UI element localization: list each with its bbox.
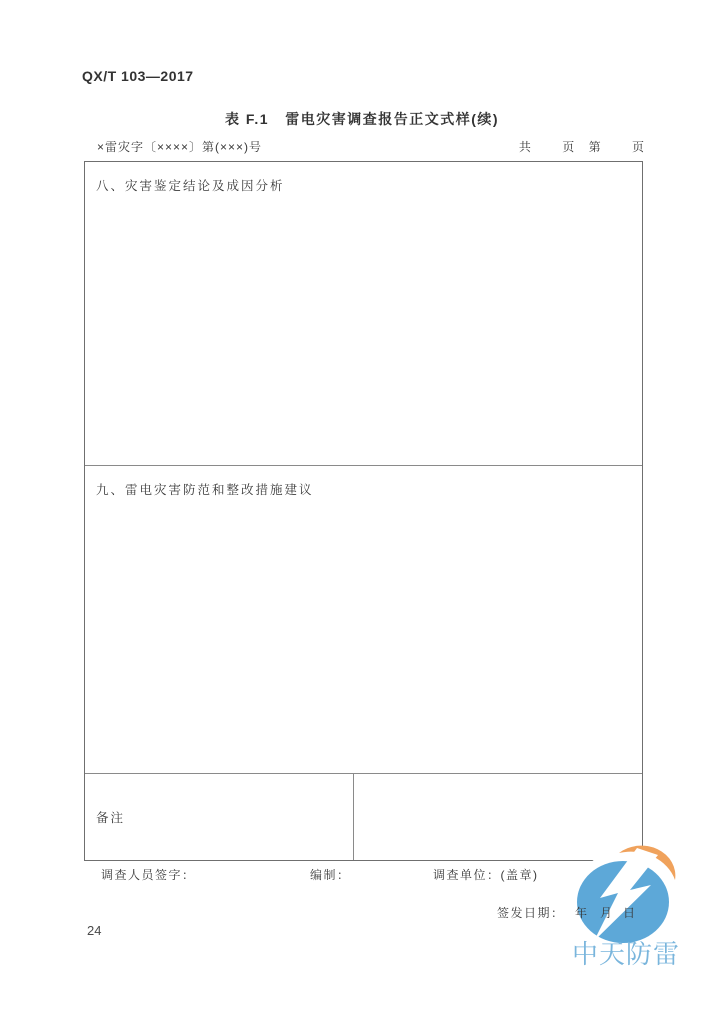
pagination-page-label: 页 bbox=[631, 140, 645, 154]
table-title: 表 F.1 雷电灾害调查报告正文式样(续) bbox=[224, 111, 500, 127]
date-month-label: 月 bbox=[600, 906, 614, 920]
doc-header-row bbox=[84, 138, 645, 156]
section-8-cell bbox=[85, 162, 642, 465]
section-8-label: 八、灾害鉴定结论及成因分析 bbox=[96, 179, 285, 193]
standard-number: QX/T 103—2017 bbox=[82, 68, 194, 84]
pagination bbox=[519, 138, 645, 155]
date-day-label: 日 bbox=[623, 906, 637, 920]
issue-date-row bbox=[0, 904, 724, 920]
issue-date-label: 签发日期： bbox=[497, 906, 565, 920]
lightning-logo-icon bbox=[575, 843, 679, 947]
pagination-ordinal-label: 第 bbox=[588, 140, 602, 154]
section-9-cell bbox=[85, 465, 642, 773]
page-number: 24 bbox=[87, 923, 102, 938]
date-year-label: 年 bbox=[575, 906, 589, 920]
investigator-signature-label: 调查人员签字： bbox=[101, 868, 196, 882]
doc-number: ×雷灾字〔××××〕第(×××)号 bbox=[97, 140, 263, 154]
brand-text: 中天防雷 bbox=[572, 939, 681, 969]
prepared-by-label: 编制： bbox=[310, 868, 351, 882]
pagination-total-label: 共 bbox=[518, 140, 532, 154]
section-9-label: 九、雷电灾害防范和整改措施建议 bbox=[96, 483, 314, 497]
remarks-label: 备注 bbox=[96, 811, 126, 825]
pagination-pages-label: 页 bbox=[562, 140, 576, 154]
remarks-row bbox=[85, 773, 642, 860]
report-form-table bbox=[84, 161, 643, 861]
remarks-cell bbox=[85, 774, 354, 860]
investigation-unit-label: 调查单位：(盖章) bbox=[433, 868, 539, 882]
